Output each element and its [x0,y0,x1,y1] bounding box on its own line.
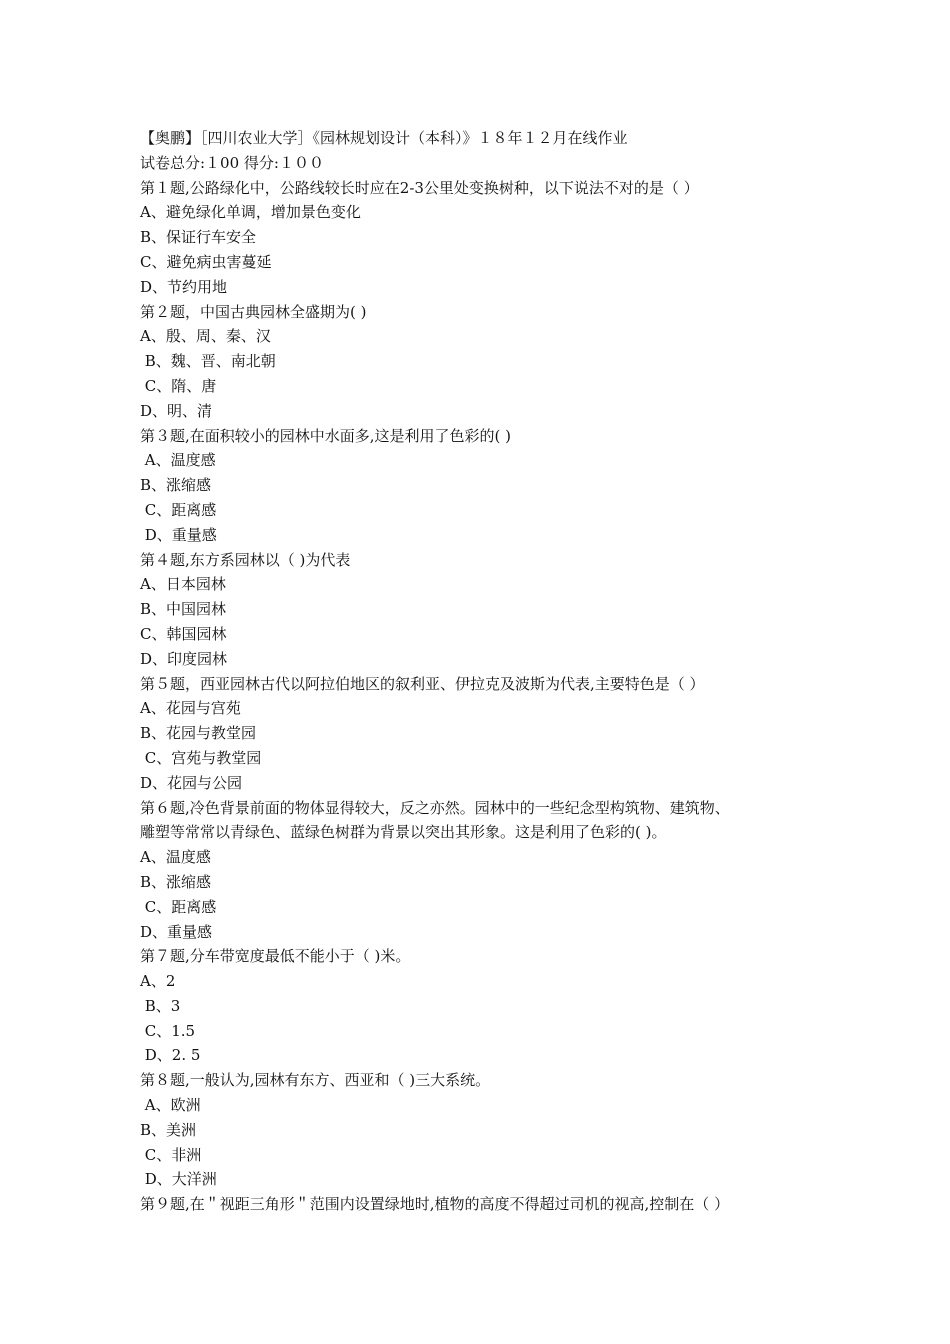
answer-option: D、大洋洲 [140,1170,217,1189]
answer-option: A、避免绿化单调，增加景色变化 [140,203,361,222]
answer-option: B、涨缩感 [140,872,212,891]
document-page [140,126,830,1217]
answer-option: D、重量感 [140,922,213,941]
answer-option: A、温度感 [140,451,216,470]
answer-option: C、1.5 [140,1021,196,1040]
answer-option: B、魏、晋、南北朝 [140,352,276,371]
question-text: 第６题,冷色背景前面的物体显得较大，反之亦然。园林中的一些纪念型构筑物、建筑物、 [140,798,730,817]
answer-option: D、印度园林 [140,649,228,668]
answer-option: D、2. 5 [140,1046,201,1065]
question-text-continued: 雕塑等常常以青绿色、蓝绿色树群为背景以突出其形象。这是利用了色彩的( )。 [140,823,667,842]
question-text: 第５题，西亚园林古代以阿拉伯地区的叙利亚、伊拉克及波斯为代表,主要特色是（ ） [140,674,705,693]
answer-option: B、中国园林 [140,600,227,619]
answer-option: C、宫苑与教堂园 [140,748,262,767]
answer-option: B、花园与教堂园 [140,724,257,743]
question-text: 第１题,公路绿化中，公路线较长时应在2-3公里处变换树种，以下说法不对的是（ ） [140,178,699,197]
answer-option: C、避免病虫害蔓延 [140,252,272,271]
answer-option: D、节约用地 [140,277,228,296]
answer-option: C、非洲 [140,1145,202,1164]
question-list [140,176,830,1217]
answer-option: B、美洲 [140,1120,197,1139]
answer-option: D、明、清 [140,401,213,420]
answer-option: B、保证行车安全 [140,228,257,247]
answer-option: B、3 [140,996,181,1015]
answer-option: B、涨缩感 [140,476,212,495]
answer-option: A、日本园林 [140,575,226,594]
question-text: 第９题,在＂视距三角形＂范围内设置绿地时,植物的高度不得超过司机的视高,控制在（ ） [140,1195,730,1214]
document-title: 【奥鹏】［四川农业大学］《园林规划设计（本科）》１８年１２月在线作业 [140,129,628,147]
question-text: 第３题,在面积较小的园林中水面多,这是利用了色彩的( ) [140,426,512,445]
answer-option: D、重量感 [140,525,217,544]
answer-option: A、殷、周、秦、汉 [140,327,271,346]
answer-option: C、距离感 [140,897,217,916]
answer-option: C、隋、唐 [140,376,217,395]
answer-option: A、温度感 [140,848,211,867]
question-text: 第７题,分车带宽度最低不能小于（ )米。 [140,947,411,966]
answer-option: A、花园与宫苑 [140,699,241,718]
answer-option: D、花园与公园 [140,773,243,792]
answer-option: A、2 [140,972,176,991]
answer-option: A、欧洲 [140,1096,201,1115]
question-text: 第２题，中国古典园林全盛期为( ) [140,302,367,321]
question-text: 第８题,一般认为,园林有东方、西亚和（ )三大系统。 [140,1071,491,1090]
answer-option: C、距离感 [140,500,217,519]
score-line: 试卷总分:１00 得分:１００ [140,153,324,172]
question-text: 第４题,东方系园林以（ )为代表 [140,550,351,569]
answer-option: C、韩国园林 [140,624,227,643]
